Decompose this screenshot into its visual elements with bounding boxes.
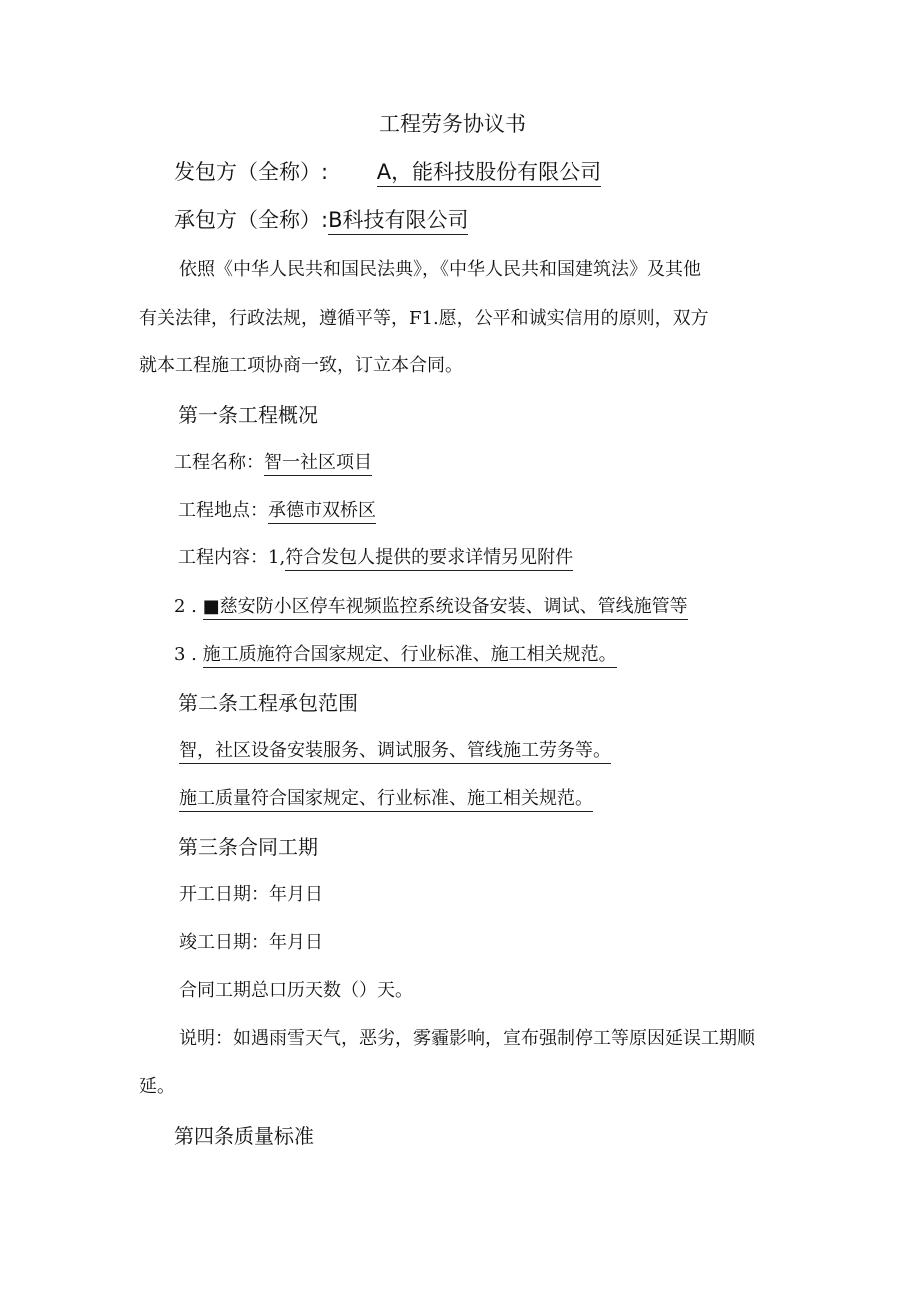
- content-item-2-row: [174, 598, 688, 616]
- content-item-2-number: 2 .: [174, 596, 197, 617]
- section2-heading: 第二条工程承包范围: [178, 691, 358, 715]
- project-location-value: 承德市双桥区: [268, 500, 376, 524]
- intro-line-2: 有关法律，行政法规，遵循平等，F1.愿，公平和诚实信用的原则，双方: [139, 308, 709, 329]
- project-name-row: [174, 454, 372, 472]
- party-b-value: B科技有限公司: [328, 208, 468, 235]
- project-name-label: 工程名称：: [174, 452, 264, 473]
- end-date: 竣工日期：年月日: [179, 932, 323, 953]
- project-location-row: [178, 502, 376, 520]
- party-b-label: 承包方（全称）:: [174, 208, 329, 232]
- section1-heading: 第一条工程概况: [178, 403, 318, 427]
- party-b-row: [174, 210, 468, 231]
- total-duration: 合同工期总口历天数（）天。: [179, 980, 413, 1001]
- project-content-item-1: 符合发包人提供的要求详情另见附件: [285, 547, 573, 571]
- content-item-3-number: 3 .: [174, 644, 197, 665]
- party-a-value: A，能科技股份有限公司: [377, 160, 601, 187]
- content-item-3-text: 施工质施符合国家规定、行业标准、施工相关规范。: [203, 644, 617, 668]
- document-title: 工程劳务协议书: [379, 112, 526, 136]
- scope-line-2: [179, 790, 593, 808]
- content-item-2-text: ■慈安防小区停车视频监控系统设备安装、调试、管线施管等: [203, 596, 688, 620]
- project-name-value: 智一社区项目: [264, 452, 372, 476]
- duration-note-line-2: 延。: [139, 1076, 175, 1097]
- section3-heading: 第三条合同工期: [178, 835, 318, 859]
- intro-line-1: 依照《中华人民共和国民法典》，《中华人民共和国建筑法》及其他: [179, 259, 701, 280]
- party-a-label: 发包方（全称）:: [174, 160, 329, 184]
- scope-line-1: [179, 742, 611, 760]
- project-content-label: 工程内容：1,: [178, 547, 286, 568]
- intro-line-3: 就本工程施工项协商一致，订立本合同。: [139, 355, 463, 376]
- start-date: 开工日期：年月日: [179, 884, 323, 905]
- section4-heading: 第四条质量标准: [174, 1124, 314, 1148]
- project-content-row: [178, 549, 573, 567]
- content-item-3-row: [174, 646, 617, 664]
- scope-line-2-text: 施工质量符合国家规定、行业标准、施工相关规范。: [179, 788, 593, 812]
- duration-note-line-1: 说明：如遇雨雪天气，恶劣，雾霾影响，宣布强制停工等原因延误工期顺: [179, 1028, 755, 1049]
- scope-line-1-text: 智，社区设备安装服务、调试服务、管线施工劳务等。: [179, 740, 611, 764]
- party-a-row: [174, 162, 601, 183]
- project-location-label: 工程地点：: [178, 500, 268, 521]
